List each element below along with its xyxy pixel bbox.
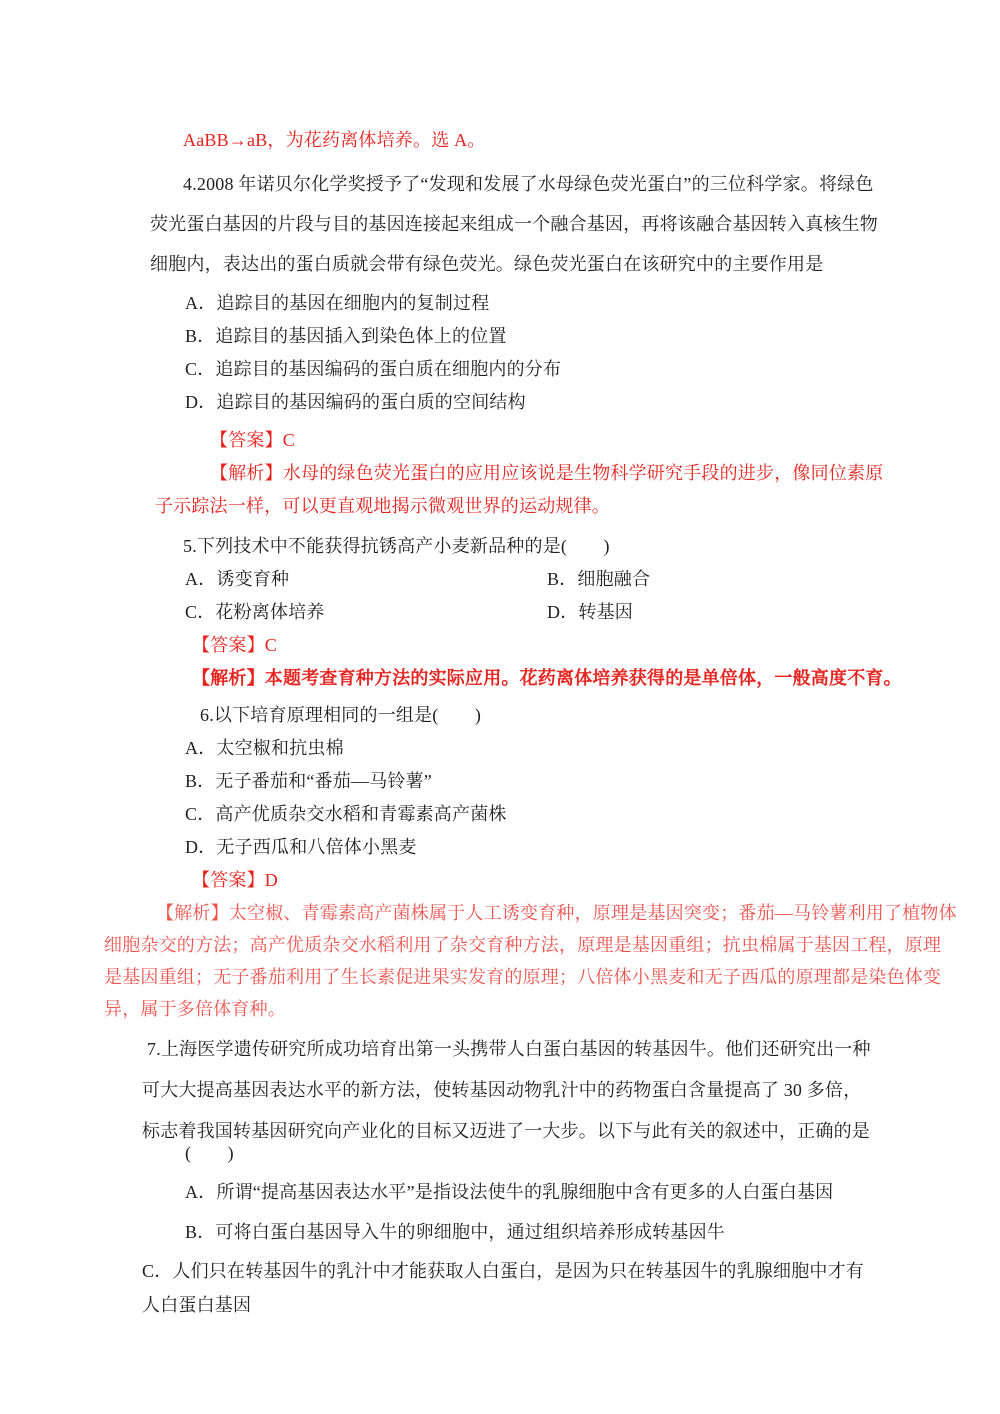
q7-option-c-line-1: C．人们只在转基因牛的乳汁中才能获取人白蛋白，是因为只在转基因牛的乳腺细胞中才有 (142, 1261, 865, 1281)
q5-options-ab-right: B．细胞融合 (547, 569, 651, 589)
answer-note-q3: AaBB→aB，为花药离体培养。选 A。 (183, 130, 486, 150)
q7-option-b: B．可将白蛋白基因导入牛的卵细胞中，通过组织培养形成转基因牛 (185, 1222, 726, 1242)
answer-q5: 【答案】C (192, 635, 278, 655)
document-body (104, 124, 957, 1322)
question-4-line-3: 细胞内，表达出的蛋白质就会带有绿色荧光。绿色荧光蛋白在该研究中的主要作用是 (150, 254, 824, 274)
analysis-q6-line-3: 是基因重组；无子番茄利用了生长素促进果实发育的原理；八倍体小黑麦和无子西瓜的原理都是染色体变 (104, 967, 942, 987)
analysis-q4-line-2: 子示踪法一样，可以更直观地揭示微观世界的运动规律。 (155, 496, 610, 516)
q7-option-c-line-2: 人白蛋白基因 (142, 1295, 252, 1315)
q5-options-cd-left: C．花粉离体培养 (185, 602, 325, 622)
analysis-q6-line-2: 细胞杂交的方法；高产优质杂交水稻利用了杂交育种方法，原理是基因重组；抗虫棉属于基因工程，原理 (104, 935, 942, 955)
q6-option-d: D．无子西瓜和八倍体小黑麦 (185, 837, 417, 857)
q5-options-ab-left: A．诱变育种 (185, 569, 290, 589)
q4-option-c: C．追踪目的基因编码的蛋白质在细胞内的分布 (185, 359, 562, 379)
question-6: 6.以下培育原理相同的一组是( ) (200, 705, 482, 725)
q4-option-a: A．追踪目的基因在细胞内的复制过程 (185, 293, 490, 313)
question-7-line-2: 可大大提高基因表达水平的新方法，使转基因动物乳汁中的药物蛋白含量提高了 30 多倍， (142, 1080, 862, 1100)
q5-options-cd-right: D．转基因 (547, 602, 633, 622)
answer-q6: 【答案】D (192, 870, 278, 890)
q5-options-ab (185, 563, 878, 596)
answer-q4: 【答案】C (210, 430, 296, 450)
q7-bracket: ( ) (185, 1143, 234, 1163)
question-4-line-2: 荧光蛋白基因的片段与目的基因连接起来组成一个融合基因，再将该融合基因转入真核生物 (150, 214, 878, 234)
question-7-line-3: 标志着我国转基因研究向产业化的目标又迈进了一大步。以下与此有关的叙述中，正确的是 (142, 1121, 870, 1141)
q6-option-c: C．高产优质杂交水稻和青霉素高产菌株 (185, 804, 507, 824)
question-5: 5.下列技术中不能获得抗锈高产小麦新品种的是( ) (183, 536, 610, 556)
q7-option-a: A．所谓“提高基因表达水平”是指设法使牛的乳腺细胞中含有更多的人白蛋白基因 (185, 1182, 834, 1202)
analysis-q5: 【解析】本题考查育种方法的实际应用。花药离体培养获得的是单倍体，一般高度不育。 (192, 668, 902, 688)
q6-option-a: A．太空椒和抗虫棉 (185, 738, 344, 758)
q5-options-cd (185, 596, 878, 629)
analysis-q6-line-1: 【解析】太空椒、青霉素高产菌株属于人工诱变育种，原理是基因突变；番茄—马铃薯利用了植物体 (156, 903, 957, 923)
q4-option-d: D．追踪目的基因编码的蛋白质的空间结构 (185, 392, 526, 412)
analysis-q6-line-4: 异，属于多倍体育种。 (104, 999, 286, 1019)
question-4-line-1: 4.2008 年诺贝尔化学奖授予了“发现和发展了水母绿色荧光蛋白”的三位科学家。将绿色 (183, 174, 874, 194)
analysis-q4-line-1: 【解析】水母的绿色荧光蛋白的应用应该说是生物科学研究手段的进步，像同位素原 (210, 463, 884, 483)
question-7-line-1: 7.上海医学遗传研究所成功培育出第一头携带人白蛋白基因的转基因牛。他们还研究出一种 (147, 1039, 871, 1059)
q6-option-b: B．无子番茄和“番茄—马铃薯” (185, 771, 432, 791)
q4-option-b: B．追踪目的基因插入到染色体上的位置 (185, 326, 507, 346)
